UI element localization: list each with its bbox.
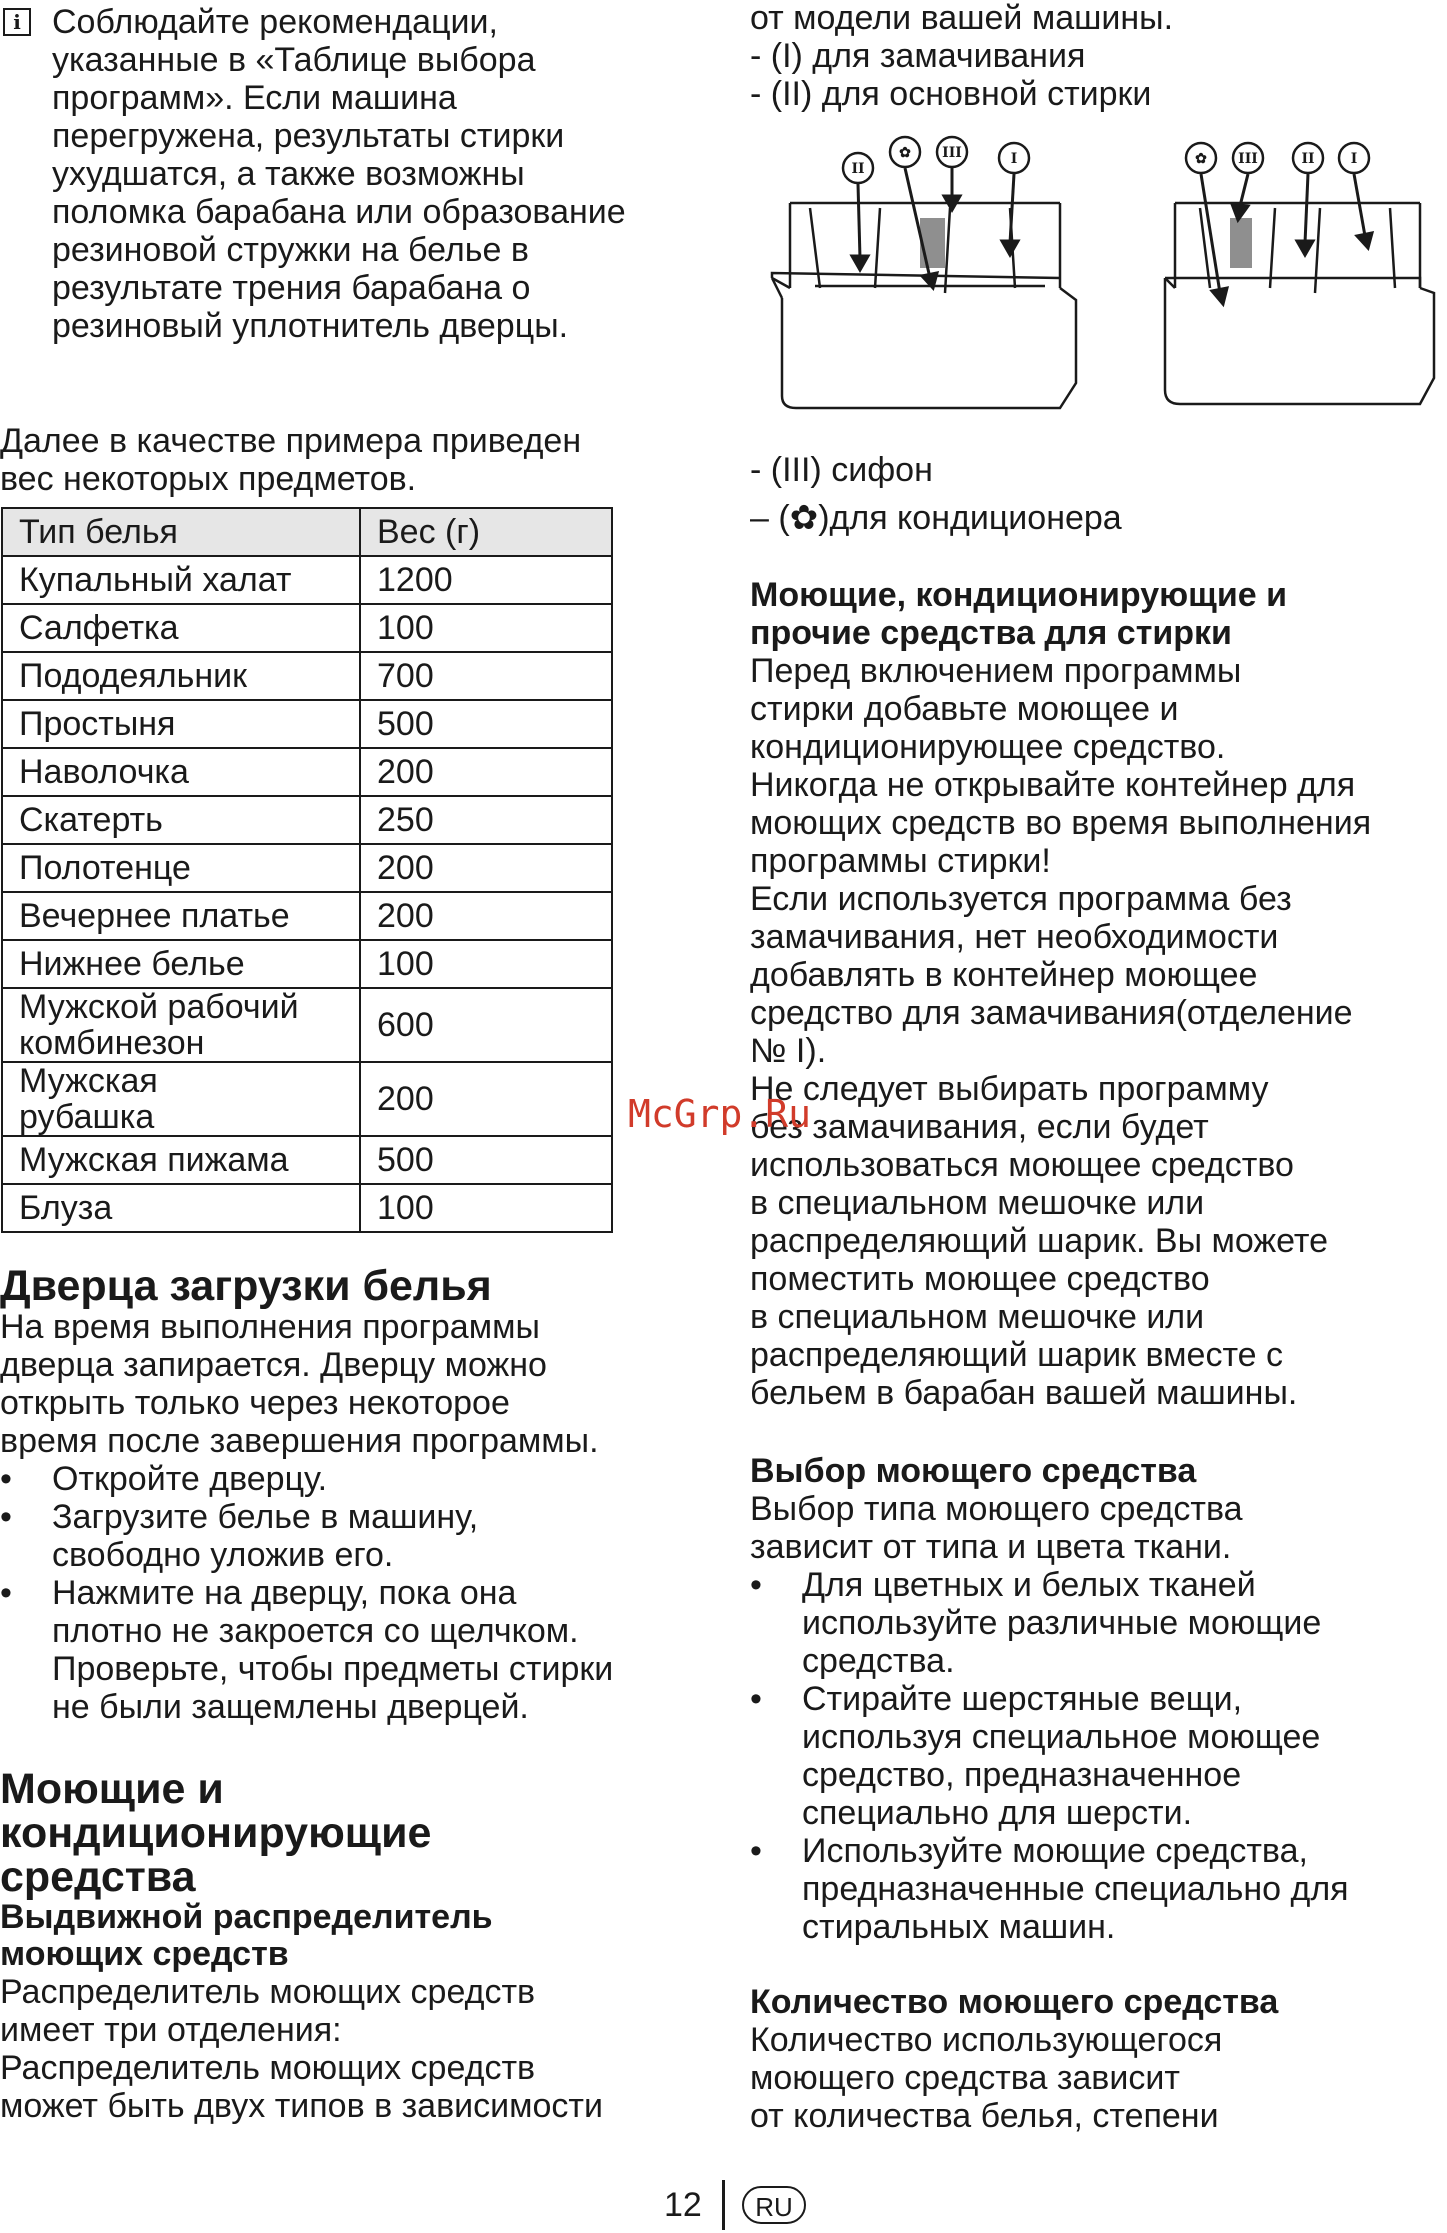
agents-text-line: использоваться моющее средство xyxy=(750,1146,1294,1184)
table-row xyxy=(2,1062,612,1136)
agents-text-line: поместить моющее средство xyxy=(750,1260,1210,1298)
dispenser-text-line: Распределитель моющих средств xyxy=(0,1973,536,2011)
dispenser-subheading: моющих средств xyxy=(0,1935,289,1973)
detergents-heading: Моющие и xyxy=(0,1765,224,1813)
conditioner-legend-text: )для кондиционера xyxy=(818,499,1122,537)
cell-type: Пододеяльник xyxy=(2,652,360,700)
intro-note xyxy=(52,3,712,345)
choice-heading: Выбор моющего средства xyxy=(750,1452,1197,1490)
agents-text-line: распределяющий шарик. Вы можете xyxy=(750,1222,1329,1260)
agents-text-line: Если используется программа без xyxy=(750,880,1292,918)
choice-list xyxy=(750,1566,1447,1946)
footer-divider xyxy=(722,2180,725,2230)
conditioner-legend-prefix: – ( xyxy=(750,499,790,537)
cell-weight: 500 xyxy=(360,700,612,748)
table-row xyxy=(2,652,612,700)
cell-weight: 200 xyxy=(360,1062,612,1136)
cell-weight: 200 xyxy=(360,748,612,796)
table-row xyxy=(2,700,612,748)
example-intro xyxy=(0,422,700,498)
cell-type: Мужская пижама xyxy=(2,1136,360,1184)
list-item xyxy=(750,1566,1447,1680)
cell-type-line: рубашка xyxy=(19,1098,155,1136)
cell-type: Купальный халат xyxy=(2,556,360,604)
choice-text-line: Выбор типа моющего средства xyxy=(750,1490,1243,1528)
cell-type: Блуза xyxy=(2,1184,360,1232)
column-header-weight: Вес (г) xyxy=(360,508,612,556)
door-steps-list xyxy=(0,1460,710,1726)
cell-weight: 500 xyxy=(360,1136,612,1184)
table-header-row xyxy=(2,508,612,556)
table-row xyxy=(2,940,612,988)
compartments-line: - (II) для основной стирки xyxy=(750,75,1152,113)
intro-note-line: указанные в «Таблице выбора xyxy=(52,41,536,79)
list-item-line: Проверьте, чтобы предметы стирки xyxy=(52,1650,614,1688)
list-item xyxy=(0,1460,710,1498)
info-icon: i xyxy=(3,8,31,36)
cell-weight: 600 xyxy=(360,988,612,1062)
compartment-label: III xyxy=(1238,151,1258,167)
cell-weight: 100 xyxy=(360,604,612,652)
compartment-label: I xyxy=(1010,151,1018,167)
agents-text-line: в специальном мешочке или xyxy=(750,1298,1205,1336)
agents-text-line: без замачивания, если будет xyxy=(750,1108,1209,1146)
agents-text-line: моющих средств во время выполнения xyxy=(750,804,1372,842)
cell-type-line: Мужской рабочий xyxy=(19,988,299,1026)
list-item-line: специально для шерсти. xyxy=(802,1794,1193,1832)
intro-note-line: ухудшатся, а также возможны xyxy=(52,155,525,193)
cell-weight: 100 xyxy=(360,1184,612,1232)
list-item-line: стиральных машин. xyxy=(802,1908,1116,1946)
cell-type: Нижнее белье xyxy=(2,940,360,988)
intro-note-line: Соблюдайте рекомендации, xyxy=(52,3,498,41)
intro-note-line: перегружена, результаты стирки xyxy=(52,117,565,155)
agents-text-line: замачивания, нет необходимости xyxy=(750,918,1279,956)
bullet: • xyxy=(0,1574,12,1612)
agents-text-line: Не следует выбирать программу xyxy=(750,1070,1269,1108)
list-item-line: используя специальное моющее xyxy=(802,1718,1321,1756)
list-item-line: средства. xyxy=(802,1642,955,1680)
list-item-line: используйте различные моющие xyxy=(802,1604,1322,1642)
intro-note-line: резиновой стружки на белье в xyxy=(52,231,529,269)
agents-text-line: добавлять в контейнер моющее xyxy=(750,956,1258,994)
weights-table xyxy=(1,507,613,1233)
list-item xyxy=(0,1574,710,1726)
agents-text-line: Перед включением программы xyxy=(750,652,1242,690)
table-row xyxy=(2,748,612,796)
table-row xyxy=(2,604,612,652)
compartments-legend xyxy=(750,451,1440,537)
cell-type xyxy=(2,988,360,1062)
siphon-shading xyxy=(1230,218,1252,268)
door-text-line: На время выполнения программы xyxy=(0,1308,540,1346)
compartment-label: III xyxy=(942,145,962,161)
cell-type xyxy=(2,1062,360,1136)
page-number: 12 xyxy=(664,2186,702,2224)
cell-weight: 250 xyxy=(360,796,612,844)
table-row xyxy=(2,844,612,892)
agents-text-line: кондиционирующее средство. xyxy=(750,728,1226,766)
intro-note-line: резиновый уплотнитель дверцы. xyxy=(52,307,569,345)
intro-note-line: поломка барабана или образование xyxy=(52,193,626,231)
example-intro-line: Далее в качестве примера приведен xyxy=(0,422,582,460)
bullet: • xyxy=(750,1832,762,1870)
table-row xyxy=(2,1136,612,1184)
compartments-intro xyxy=(750,0,1440,113)
column-header-type: Тип белья xyxy=(2,508,360,556)
agents-text-line: стирки добавьте моющее и xyxy=(750,690,1179,728)
dispenser-text-line: может быть двух типов в зависимости xyxy=(0,2087,603,2125)
table-row xyxy=(2,1184,612,1232)
compartment-label: I xyxy=(1350,151,1358,167)
list-item-line: Для цветных и белых тканей xyxy=(802,1566,1256,1604)
list-item xyxy=(750,1680,1447,1832)
language-badge: RU xyxy=(742,2186,806,2224)
agents-text-line: бельем в барабан вашей машины. xyxy=(750,1374,1298,1412)
list-item-line: не были защемлены дверцей. xyxy=(52,1688,529,1726)
cell-weight: 1200 xyxy=(360,556,612,604)
list-item-line: Откройте дверцу. xyxy=(52,1460,328,1498)
list-item-line: Стирайте шерстяные вещи, xyxy=(802,1680,1243,1718)
cell-type-line: Мужская xyxy=(19,1062,158,1100)
list-item-line: плотно не закроется со щелчком. xyxy=(52,1612,579,1650)
dispenser-text-line: Распределитель моющих средств xyxy=(0,2049,536,2087)
watermark: McGrp.Ru xyxy=(628,1092,812,1136)
table-row xyxy=(2,796,612,844)
agents-heading: Моющие, кондиционирующие и xyxy=(750,576,1287,614)
door-text-line: дверца запирается. Дверцу можно xyxy=(0,1346,547,1384)
cell-weight: 100 xyxy=(360,940,612,988)
door-text-line: открыть только через некоторое xyxy=(0,1384,510,1422)
list-item xyxy=(750,1832,1447,1946)
list-item-line: Используйте моющие средства, xyxy=(802,1832,1308,1870)
dispenser-text-line: имеет три отделения: xyxy=(0,2011,342,2049)
table-row xyxy=(2,556,612,604)
list-item-line: свободно уложив его. xyxy=(52,1536,394,1574)
door-section xyxy=(0,1264,710,1726)
intro-note-line: программ». Если машина xyxy=(52,79,457,117)
cell-type: Вечернее платье xyxy=(2,892,360,940)
compartment-label: ✿ xyxy=(899,145,911,161)
amount-section xyxy=(750,1983,1447,2135)
compartments-line: - (I) для замачивания xyxy=(750,37,1086,75)
table-row xyxy=(2,988,612,1062)
list-item-line: Загрузите белье в машину, xyxy=(52,1498,479,1536)
amount-text-line: Количество использующегося xyxy=(750,2021,1223,2059)
amount-text-line: от количества белья, степени xyxy=(750,2097,1219,2135)
bullet: • xyxy=(750,1680,762,1718)
cell-type: Скатерть xyxy=(2,796,360,844)
cell-weight: 200 xyxy=(360,892,612,940)
agents-text-line: средство для замачивания(отделение xyxy=(750,994,1353,1032)
amount-heading: Количество моющего средства xyxy=(750,1983,1279,2021)
cell-type: Наволочка xyxy=(2,748,360,796)
compartments-line: от модели вашей машины. xyxy=(750,0,1174,37)
amount-text-line: моющего средства зависит xyxy=(750,2059,1180,2097)
dispenser-diagram xyxy=(760,128,1440,418)
list-item-line: Нажмите на дверцу, пока она xyxy=(52,1574,517,1612)
table-row xyxy=(2,892,612,940)
cell-weight: 700 xyxy=(360,652,612,700)
detergents-heading: средства xyxy=(0,1853,196,1901)
cell-type: Простыня xyxy=(2,700,360,748)
compartment-label: ✿ xyxy=(1195,151,1207,167)
agents-heading: прочие средства для стирки xyxy=(750,614,1232,652)
door-text-line: время после завершения программы. xyxy=(0,1422,599,1460)
agents-text-line: Никогда не открывайте контейнер для xyxy=(750,766,1356,804)
agents-text-line: в специальном мешочке или xyxy=(750,1184,1205,1222)
cell-type: Полотенце xyxy=(2,844,360,892)
bullet: • xyxy=(0,1498,12,1536)
compartment-label: II xyxy=(851,161,865,177)
agents-section xyxy=(750,576,1447,1412)
example-intro-line: вес некоторых предметов. xyxy=(0,460,417,498)
conditioner-legend xyxy=(750,499,1440,537)
bullet: • xyxy=(0,1460,12,1498)
conditioner-icon: ✿ xyxy=(789,499,819,537)
agents-text-line: № I). xyxy=(750,1032,827,1070)
list-item-line: средство, предназначенное xyxy=(802,1756,1242,1794)
siphon-shading xyxy=(920,218,945,268)
bullet: • xyxy=(750,1566,762,1604)
choice-section xyxy=(750,1452,1447,1946)
door-heading: Дверца загрузки белья xyxy=(0,1262,492,1310)
list-item xyxy=(0,1498,710,1574)
siphon-legend: - (III) сифон xyxy=(750,451,933,489)
detergents-heading: кондиционирующие xyxy=(0,1809,432,1857)
agents-text-line: распределяющий шарик вместе с xyxy=(750,1336,1283,1374)
choice-text-line: зависит от типа и цвета ткани. xyxy=(750,1528,1232,1566)
cell-type: Салфетка xyxy=(2,604,360,652)
cell-type-line: комбинезон xyxy=(19,1024,205,1062)
detergents-section xyxy=(0,1767,710,2125)
dispenser-subheading: Выдвижной распределитель xyxy=(0,1898,493,1936)
cell-weight: 200 xyxy=(360,844,612,892)
weights-table-wrap xyxy=(1,507,613,1233)
compartment-label: II xyxy=(1301,151,1315,167)
intro-note-line: результате трения барабана о xyxy=(52,269,531,307)
list-item-line: предназначенные специально для xyxy=(802,1870,1349,1908)
agents-text-line: программы стирки! xyxy=(750,842,1051,880)
